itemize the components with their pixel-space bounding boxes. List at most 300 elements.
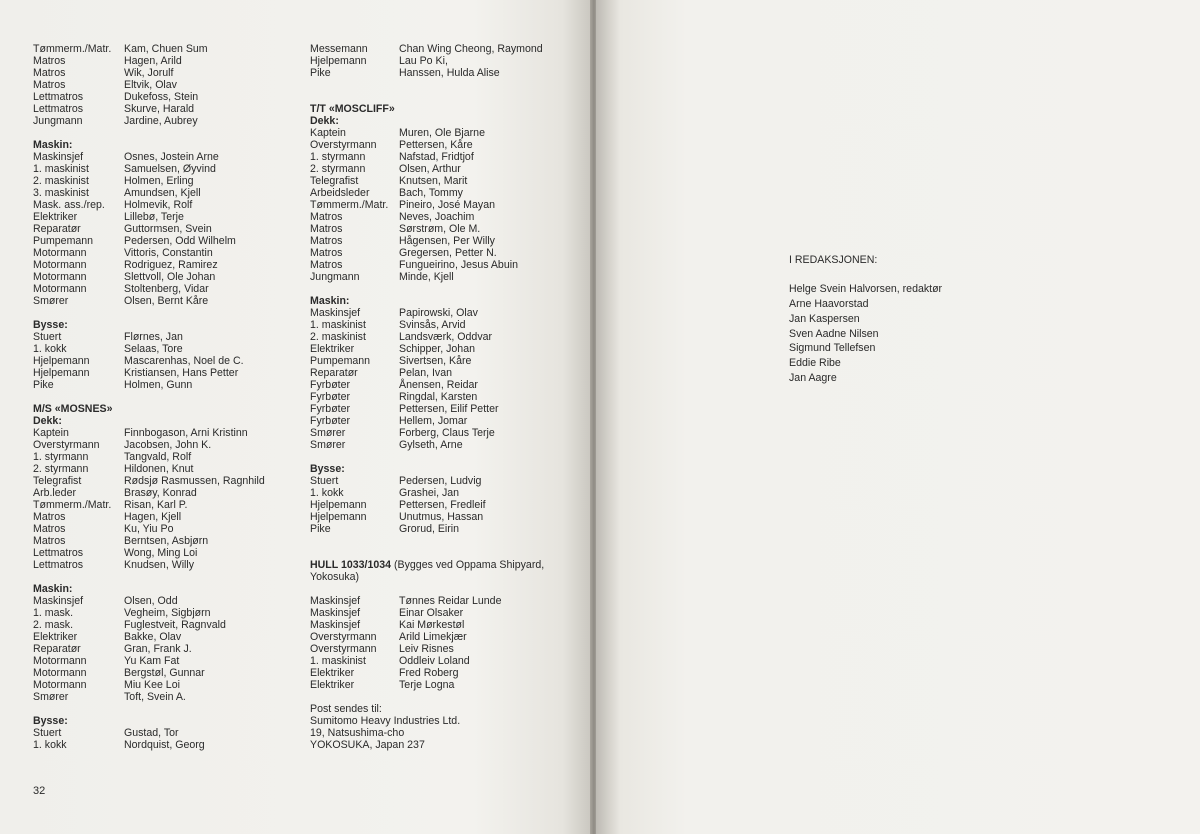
crew-row [310,415,580,427]
crew-role: Elektriker [33,211,78,223]
crew-role: Maskinsjef [310,619,361,631]
crew-name: Jacobsen, John K. [124,439,212,451]
crew-row [33,103,293,115]
crew-name: Vittoris, Constantin [124,247,213,259]
crew-name: Selaas, Tore [124,343,183,355]
crew-name: Kai Mørkestøl [399,619,465,631]
crew-name: Fuglestveit, Ragnvald [124,619,226,631]
crew-row [310,247,580,259]
department-heading: Maskin: [33,139,73,151]
crew-role: Motormann [33,679,87,691]
crew-row [310,175,580,187]
crew-name: Olsen, Arthur [399,163,461,175]
department-heading: Maskin: [310,295,350,307]
crew-role: 1. kokk [33,343,67,355]
crew-name: Rodriguez, Ramirez [124,259,218,271]
crew-row [310,643,580,655]
crew-row [310,403,580,415]
crew-name: Landsværk, Oddvar [399,331,493,343]
editorial-member: Eddie Ribe [789,356,841,369]
crew-name: Gran, Frank J. [124,643,192,655]
crew-role: Hjelpemann [310,511,367,523]
crew-role: Smører [33,295,69,307]
department-heading: Maskin: [33,583,73,595]
crew-row [33,343,293,355]
crew-row [33,631,293,643]
crew-role: Lettmatros [33,547,84,559]
spacer [33,391,293,403]
spacer [310,451,580,463]
crew-role: Maskinsjef [33,595,84,607]
crew-role: Elektriker [310,343,355,355]
crew-name: Hagen, Kjell [124,511,182,523]
hull-number: HULL 1033/1034 [310,559,392,571]
crew-row [310,499,580,511]
crew-row [33,151,293,163]
crew-name: Tønnes Reidar Lunde [399,595,502,607]
crew-name: Papirowski, Olav [399,307,478,319]
crew-role: Motormann [33,655,87,667]
spacer [310,583,580,595]
crew-name: Muren, Ole Bjarne [399,127,485,139]
crew-role: 2. maskinist [310,331,366,343]
crew-row [33,487,293,499]
crew-name: Einar Olsaker [399,607,464,619]
crew-role: Reparatør [33,223,81,235]
crew-row [33,331,293,343]
crew-row [310,391,580,403]
crew-row [310,619,580,631]
crew-role: Matros [310,211,343,223]
crew-row [33,439,293,451]
crew-row [33,187,293,199]
crew-row [33,655,293,667]
department-heading: Dekk: [310,115,339,127]
crew-name: Brasøy, Konrad [124,487,197,499]
crew-role: 1. maskinist [310,319,366,331]
crew-name: Toft, Svein A. [124,691,186,703]
crew-name: Dukefoss, Stein [124,91,199,103]
editorial-member: Jan Aagre [789,371,837,384]
crew-role: Matros [33,79,66,91]
crew-role: Motormann [33,271,87,283]
spacer [310,91,580,103]
crew-role: Maskinsjef [310,607,361,619]
crew-role: 1. kokk [33,739,67,751]
crew-row [310,679,580,691]
crew-row [33,643,293,655]
crew-row [33,235,293,247]
crew-role: Overstyrmann [310,631,377,643]
crew-name: Olsen, Odd [124,595,178,607]
crew-name: Flørnes, Jan [124,331,183,343]
crew-name: Olsen, Bernt Kåre [124,295,209,307]
crew-role: 2. styrmann [310,163,366,175]
crew-role: Matros [310,259,343,271]
crew-role: Lettmatros [33,91,84,103]
crew-role: Kaptein [310,127,346,139]
crew-name: Pedersen, Odd Wilhelm [124,235,236,247]
crew-name: Rødsjø Rasmussen, Ragnhild [124,475,265,487]
department-heading: Bysse: [310,463,345,475]
crew-row [310,655,580,667]
crew-row [33,367,293,379]
crew-name: Chan Wing Cheong, Raymond [399,43,543,55]
crew-role: Maskinsjef [310,595,361,607]
crew-row [310,631,580,643]
spacer [310,691,580,703]
crew-name: Slettvoll, Ole Johan [124,271,216,283]
crew-name: Holmevik, Rolf [124,199,193,211]
crew-row [310,139,580,151]
crew-role: Pike [33,379,54,391]
crew-role: Matros [33,523,66,535]
crew-name: Hagen, Arild [124,55,182,67]
ship-heading: M/S «MOSNES» [33,403,113,415]
crew-name: Bergstøl, Gunnar [124,667,205,679]
crew-name: Kristiansen, Hans Petter [124,367,239,379]
crew-role: 2. maskinist [33,175,89,187]
crew-row [33,175,293,187]
crew-row [33,163,293,175]
spacer [310,535,580,547]
crew-role: 1. mask. [33,607,74,619]
crew-row [310,235,580,247]
crew-role: Messemann [310,43,368,55]
editorial-member: Sven Aadne Nilsen [789,327,879,340]
crew-row [310,595,580,607]
crew-role: Tømmerm./Matr. [33,499,112,511]
crew-role: Motormann [33,283,87,295]
crew-name: Schipper, Johan [399,343,475,355]
editorial-member: Sigmund Tellefsen [789,342,876,355]
crew-name: Arild Limekjær [399,631,467,643]
crew-name: Grashei, Jan [399,487,460,499]
crew-name: Pettersen, Kåre [399,139,473,151]
crew-row [33,43,293,55]
crew-name: Berntsen, Asbjørn [124,535,209,547]
crew-name: Knutsen, Marit [399,175,468,187]
crew-name: Ku, Yiu Po [124,523,174,535]
crew-role: Kaptein [33,427,69,439]
crew-row [310,475,580,487]
postal-address-line: Post sendes til: [310,703,382,715]
crew-row [33,79,293,91]
crew-name: Skurve, Harald [124,103,195,115]
crew-row [33,739,293,751]
crew-row [310,331,580,343]
crew-name: Mascarenhas, Noel de C. [124,355,244,367]
crew-name: Holmen, Erling [124,175,194,187]
crew-row [33,91,293,103]
crew-name: Leiv Risnes [399,643,454,655]
crew-name: Gylseth, Arne [399,439,463,451]
crew-row [310,307,580,319]
page-number: 32 [33,785,46,797]
crew-row [310,439,580,451]
crew-role: Smører [33,691,69,703]
crew-role: Matros [310,247,343,259]
right-page [596,0,1200,834]
crew-row [33,451,293,463]
crew-row [310,163,580,175]
crew-row [310,271,580,283]
crew-name: Lau Po Ki, [399,55,448,67]
department-heading: Bysse: [33,715,68,727]
crew-name: Knudsen, Willy [124,559,195,571]
crew-role: Pike [310,67,331,79]
crew-role: 1. kokk [310,487,344,499]
crew-role: Elektriker [310,679,355,691]
editorial-title: I REDAKSJONEN: [789,254,878,266]
crew-row [33,559,293,571]
crew-role: Motormann [33,667,87,679]
crew-role: Fyrbøter [310,379,351,391]
crew-name: Pettersen, Fredleif [399,499,486,511]
crew-role: Pike [310,523,331,535]
crew-row [310,55,580,67]
hull-note: (Bygges ved Oppama Shipyard, Yokosuka) [310,559,545,583]
crew-name: Amundsen, Kjell [124,187,201,199]
crew-name: Pelan, Ivan [399,367,453,379]
crew-name: Hellem, Jomar [399,415,468,427]
crew-name: Gregersen, Petter N. [399,247,497,259]
crew-role: Jungmann [310,271,360,283]
crew-row [33,523,293,535]
crew-row [33,283,293,295]
crew-row [310,127,580,139]
spacer [310,79,580,91]
crew-row [33,199,293,211]
crew-row [33,463,293,475]
crew-role: 2. styrmann [33,463,89,475]
crew-role: 1. maskinist [33,163,89,175]
crew-name: Hågensen, Per Willy [399,235,495,247]
crew-role: Pumpemann [33,235,94,247]
crew-role: Maskinsjef [310,307,361,319]
crew-row [310,211,580,223]
crew-role: Matros [310,223,343,235]
crew-role: Fyrbøter [310,415,351,427]
crew-role: Reparatør [33,643,81,655]
crew-name: Risan, Karl P. [124,499,188,511]
crew-role: 1. maskinist [310,655,366,667]
crew-role: Smører [310,439,346,451]
crew-name: Fred Roberg [399,667,459,679]
crew-name: Neves, Joachim [399,211,475,223]
crew-name: Stoltenberg, Vidar [124,283,209,295]
crew-role: Arb.leder [33,487,76,499]
crew-row [33,379,293,391]
crew-row [33,607,293,619]
crew-name: Samuelsen, Øyvind [124,163,216,175]
crew-row [33,667,293,679]
crew-role: Overstyrmann [33,439,100,451]
crew-name: Sivertsen, Kåre [399,355,472,367]
postal-address-line: YOKOSUKA, Japan 237 [310,739,425,751]
crew-role: Hjelpemann [33,355,90,367]
editorial-member: Helge Svein Halvorsen, redaktør [789,283,943,296]
crew-row [310,319,580,331]
crew-row [310,199,580,211]
crew-role: Matros [33,535,66,547]
crew-name: Fungueirino, Jesus Abuin [399,259,518,271]
crew-name: Bach, Tommy [399,187,463,199]
crew-row [33,691,293,703]
crew-name: Svinsås, Arvid [399,319,466,331]
crew-role: Lettmatros [33,559,84,571]
crew-role: Maskinsjef [33,151,84,163]
crew-row [33,535,293,547]
crew-row [33,511,293,523]
department-heading: Dekk: [33,415,62,427]
spacer [33,571,293,583]
crew-name: Jardine, Aubrey [124,115,198,127]
department-heading: Bysse: [33,319,68,331]
crew-role: Stuert [33,331,62,343]
crew-role: Overstyrmann [310,643,377,655]
crew-row [310,523,580,535]
crew-name: Tangvald, Rolf [124,451,192,463]
crew-list-left-column [33,43,293,751]
crew-row [310,367,580,379]
crew-role: Tømmerm./Matr. [310,199,389,211]
crew-row [33,115,293,127]
crew-name: Pedersen, Ludvig [399,475,482,487]
editorial-member: Arne Haavorstad [789,298,869,311]
crew-role: Matros [33,55,66,67]
crew-row [33,595,293,607]
crew-role: Matros [33,511,66,523]
editorial-board [789,253,942,385]
crew-role: 1. styrmann [33,451,89,463]
crew-row [33,727,293,739]
crew-row [33,211,293,223]
crew-name: Terje Logna [399,679,455,691]
crew-name: Osnes, Jostein Arne [124,151,219,163]
crew-row [310,43,580,55]
crew-row [33,355,293,367]
editorial-member: Jan Kaspersen [789,312,860,325]
crew-role: Elektriker [33,631,78,643]
crew-role: Fyrbøter [310,403,351,415]
crew-name: Guttormsen, Svein [124,223,212,235]
crew-name: Pettersen, Eilif Petter [399,403,499,415]
crew-role: Lettmatros [33,103,84,115]
crew-name: Unutmus, Hassan [399,511,484,523]
crew-role: Mask. ass./rep. [33,199,105,211]
crew-name: Gustad, Tor [124,727,179,739]
crew-name: Yu Kam Fat [124,655,180,667]
crew-row [33,259,293,271]
postal-address-line: 19, Natsushima-cho [310,727,405,739]
crew-name: Vegheim, Sigbjørn [124,607,211,619]
crew-name: Ånensen, Reidar [399,379,478,391]
crew-list-middle-column [310,43,580,751]
crew-row [310,607,580,619]
crew-row [310,151,580,163]
crew-name: Miu Kee Loi [124,679,180,691]
crew-name: Grorud, Eirin [399,523,460,535]
crew-name: Nordquist, Georg [124,739,205,751]
crew-row [310,667,580,679]
crew-row [310,67,580,79]
crew-role: Stuert [310,475,339,487]
editorial-members-list [789,282,942,385]
crew-role: 3. maskinist [33,187,89,199]
crew-row [310,511,580,523]
crew-role: Matros [310,235,343,247]
crew-row [310,487,580,499]
crew-name: Wong, Ming Loi [124,547,198,559]
spacer [310,547,580,559]
crew-row [310,259,580,271]
crew-role: Arbeidsleder [310,187,370,199]
crew-row [33,427,293,439]
crew-name: Holmen, Gunn [124,379,193,391]
crew-name: Eltvik, Olav [124,79,177,91]
crew-name: Hildonen, Knut [124,463,194,475]
crew-role: Motormann [33,259,87,271]
crew-role: Tømmerm./Matr. [33,43,112,55]
crew-role: Telegrafist [33,475,82,487]
postal-address-line: Sumitomo Heavy Industries Ltd. [310,715,461,727]
crew-row [33,475,293,487]
crew-role: Telegrafist [310,175,359,187]
crew-name: Minde, Kjell [399,271,454,283]
crew-name: Pineiro, José Mayan [399,199,495,211]
crew-row [33,679,293,691]
left-page [0,0,592,834]
crew-row [33,547,293,559]
crew-role: Smører [310,427,346,439]
spacer [33,703,293,715]
crew-row [310,343,580,355]
crew-row [310,223,580,235]
crew-row [33,247,293,259]
crew-name: Wik, Jorulf [124,67,174,79]
crew-row [33,271,293,283]
crew-row [33,295,293,307]
crew-row [33,619,293,631]
crew-name: Finnbogason, Arni Kristinn [124,427,248,439]
spacer [310,283,580,295]
crew-role: Hjelpemann [33,367,90,379]
crew-role: Matros [33,67,66,79]
crew-name: Bakke, Olav [124,631,182,643]
crew-name: Oddleiv Loland [399,655,470,667]
crew-role: Elektriker [310,667,355,679]
crew-role: Stuert [33,727,62,739]
crew-role: 2. mask. [33,619,74,631]
hull-heading [310,559,572,583]
crew-name: Hanssen, Hulda Alise [399,67,500,79]
crew-row [310,355,580,367]
crew-role: Pumpemann [310,355,371,367]
crew-role: Overstyrmann [310,139,377,151]
crew-row [33,67,293,79]
crew-row [310,379,580,391]
crew-name: Kam, Chuen Sum [124,43,208,55]
spacer [33,307,293,319]
crew-name: Ringdal, Karsten [399,391,478,403]
crew-role: Reparatør [310,367,358,379]
crew-role: Hjelpemann [310,55,367,67]
crew-row [310,427,580,439]
crew-role: Fyrbøter [310,391,351,403]
crew-name: Sørstrøm, Ole M. [399,223,481,235]
crew-row [33,499,293,511]
